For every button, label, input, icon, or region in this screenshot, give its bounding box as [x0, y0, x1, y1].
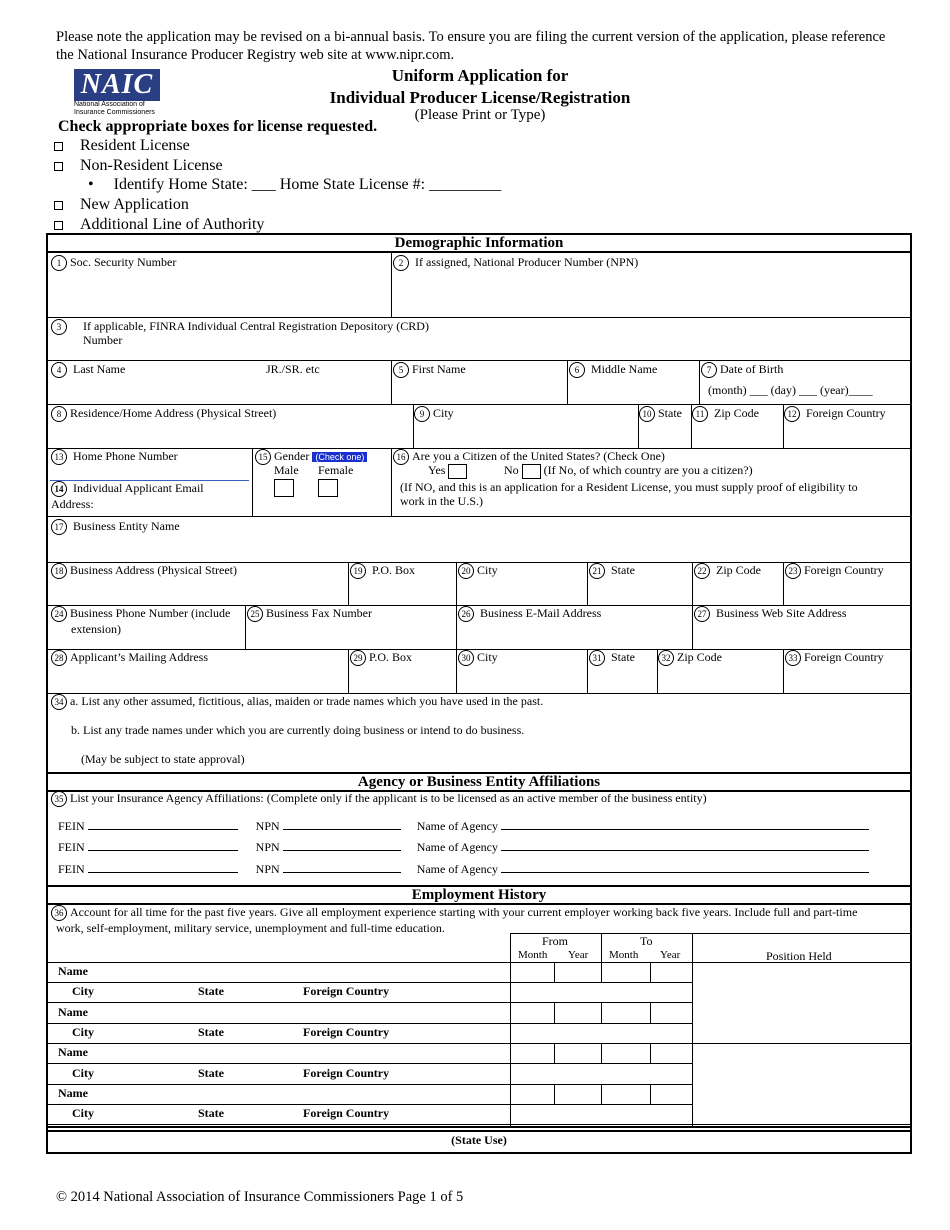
field-label-cont: Number [83, 333, 123, 347]
field-ssn[interactable] [51, 255, 176, 271]
field-number: 34 [51, 694, 67, 710]
fein-label: FEIN [58, 819, 85, 833]
field-mailing-city[interactable] [458, 650, 498, 666]
to-month-header: Month [609, 949, 639, 961]
demographic-section-header: Demographic Information [48, 235, 910, 253]
field-label-cont: Address: [51, 497, 94, 512]
field-business-state[interactable] [589, 563, 635, 579]
gender-female-label: Female [318, 463, 354, 477]
field-first-name[interactable] [393, 362, 466, 378]
npn-label: NPN [255, 819, 280, 833]
field-business-po-box[interactable] [350, 563, 415, 579]
home-state-line[interactable] [88, 176, 501, 194]
field-number: 35 [51, 791, 67, 807]
logo-line-2: Insurance Commissioners [74, 109, 155, 116]
employer-city-label[interactable]: City [72, 1066, 94, 1080]
field-number: 9 [414, 406, 430, 422]
agency-name-input[interactable] [501, 850, 869, 851]
employer-city-label[interactable]: City [72, 1025, 94, 1039]
field-number: 10 [639, 406, 655, 422]
field-number: 25 [247, 606, 263, 622]
trade-names-label: b. List any trade names under which you are currently doing business or intend to do business. [71, 723, 525, 737]
field-number: 20 [458, 563, 474, 579]
resident-license-option[interactable] [54, 137, 190, 155]
grid-line [48, 1002, 692, 1003]
field-number: 7 [701, 362, 717, 378]
date-cell-divider [650, 1003, 651, 1023]
additional-loa-label: Additional Line of Authority [80, 216, 265, 233]
field-number: 19 [350, 563, 366, 579]
date-cell-divider [601, 1003, 602, 1023]
field-number: 27 [694, 606, 710, 622]
field-label: Last Name [73, 362, 126, 376]
position-held-header: Position Held [766, 949, 832, 963]
new-application-label: New Application [80, 196, 189, 213]
from-year-header: Year [568, 949, 589, 961]
field-label: City [477, 563, 498, 577]
nonresident-license-option[interactable] [54, 157, 223, 175]
field-number: 32 [658, 650, 674, 666]
field-label: Business Entity Name [73, 519, 180, 533]
field-label: Applicant’s Mailing Address [70, 650, 208, 664]
state-use-box: (State Use) [46, 1126, 912, 1154]
field-label-cont: extension) [71, 622, 121, 637]
field-mailing-foreign-country[interactable] [785, 650, 884, 666]
field-label: Foreign Country [806, 406, 886, 420]
state-approval-note: (May be subject to state approval) [81, 752, 245, 766]
field-agency-affiliations[interactable] [51, 791, 707, 807]
form-title [250, 65, 710, 109]
field-label: Zip Code [714, 406, 759, 420]
date-cell-divider [601, 1084, 602, 1104]
field-email[interactable] [51, 481, 204, 511]
revision-notice: Please note the application may be revised on a bi-annual basis. To ensure you are filing the current version of the application, please reference the National Insurance Producer Registry web site at www.nipr.com. [56, 29, 886, 63]
grid-line [48, 1084, 692, 1085]
agency-row[interactable] [58, 840, 869, 854]
page-footer: © 2014 National Association of Insurance Commissioners Page 1 of 5 [56, 1189, 464, 1205]
field-label: Date of Birth [720, 362, 784, 376]
yes-label: Yes [428, 463, 446, 477]
npn-label: NPN [255, 862, 280, 876]
field-label: Foreign Country [804, 563, 884, 577]
divider [567, 360, 568, 404]
field-label: Foreign Country [804, 650, 884, 664]
grid-line [48, 1043, 692, 1044]
field-number: 24 [51, 606, 67, 622]
field-employment-history [51, 905, 903, 935]
field-home-phone[interactable] [51, 449, 178, 465]
grid-line [48, 962, 692, 963]
divider [587, 562, 588, 605]
npn-input[interactable] [283, 829, 401, 830]
field-label: State [611, 650, 635, 664]
application-form [46, 233, 912, 1132]
field-label: Business Web Site Address [716, 606, 847, 620]
field-label: Account for all time for the past five years. Give all employment experience starting with your current employer working back five years. Include full and part-time [70, 905, 858, 919]
fein-label: FEIN [58, 862, 85, 876]
field-label: City [433, 406, 454, 420]
field-label: Are you a Citizen of the United States? (Check One) [412, 449, 665, 463]
field-number: 4 [51, 362, 67, 378]
field-number: 26 [458, 606, 474, 622]
agency-name-input[interactable] [501, 872, 869, 873]
grid-line [48, 1063, 692, 1064]
field-number: 5 [393, 362, 409, 378]
citizenship-note [400, 480, 858, 508]
grid-line [48, 1023, 692, 1024]
field-npn[interactable] [393, 255, 638, 271]
field-label: P.O. Box [372, 563, 416, 577]
resident-license-checkbox[interactable] [54, 142, 63, 151]
divider [692, 562, 693, 605]
naic-logo [74, 69, 164, 119]
field-label: If assigned, National Producer Number (NPN) [415, 255, 639, 269]
divider [783, 562, 784, 605]
if-no-note: (If No, of which country are you a citizen?) [543, 463, 753, 477]
employer-city-label[interactable]: City [72, 984, 94, 998]
field-last-name[interactable] [51, 362, 125, 378]
nonresident-license-checkbox[interactable] [54, 162, 63, 171]
employer-foreign-country-label[interactable]: Foreign Country [303, 1106, 390, 1120]
employment-section-header: Employment History [48, 885, 910, 905]
fein-label: FEIN [58, 840, 85, 854]
resident-license-label: Resident License [80, 137, 190, 154]
home-state-label: Identify Home State: ___ Home State License #: _________ [113, 176, 502, 193]
field-business-address[interactable] [51, 563, 237, 579]
field-number: 6 [569, 362, 585, 378]
form-subtitle: (Please Print or Type) [414, 107, 546, 123]
divider [783, 649, 784, 693]
field-mailing-zip[interactable] [658, 650, 722, 666]
date-cell-divider [601, 962, 602, 982]
field-mailing-address[interactable] [51, 650, 208, 666]
field-business-email[interactable] [458, 606, 601, 622]
field-number: 11 [692, 406, 708, 422]
field-suffix-label: JR./SR. etc [266, 362, 320, 376]
field-business-foreign-country[interactable] [785, 563, 884, 579]
field-number: 8 [51, 406, 67, 422]
fein-input[interactable] [88, 872, 238, 873]
field-label: State [658, 406, 682, 420]
agency-section-header: Agency or Business Entity Affiliations [48, 772, 910, 792]
fein-input[interactable] [88, 850, 238, 851]
date-cell-divider [554, 1003, 555, 1023]
divider [456, 649, 457, 693]
naic-logo-mark: NAIC [74, 69, 160, 101]
field-number: 23 [785, 563, 801, 579]
field-business-phone[interactable] [51, 606, 230, 636]
date-cell-divider [554, 1043, 555, 1063]
npn-label: NPN [255, 840, 280, 854]
field-label: Middle Name [591, 362, 658, 376]
check-boxes-heading: Check appropriate boxes for license requested. [58, 118, 378, 135]
divider [391, 360, 392, 404]
divider [699, 360, 700, 404]
field-business-website[interactable] [694, 606, 846, 622]
field-number: 3 [51, 319, 67, 335]
field-state[interactable] [639, 406, 682, 422]
field-number: 36 [51, 905, 67, 921]
employer-foreign-country-label[interactable]: Foreign Country [303, 1066, 390, 1080]
new-application-option[interactable] [54, 196, 189, 214]
field-foreign-country[interactable] [784, 406, 886, 422]
grid-line [692, 1043, 910, 1044]
note-line-2: work in the U.S.) [400, 494, 483, 508]
field-label: If applicable, FINRA Individual Central Registration Depository (CRD) [83, 319, 429, 333]
field-middle-name[interactable] [569, 362, 657, 378]
agency-name-label: Name of Agency [416, 840, 498, 854]
agency-name-input[interactable] [501, 829, 869, 830]
divider [245, 605, 246, 649]
field-number: 2 [393, 255, 409, 271]
field-number: 1 [51, 255, 67, 271]
new-application-checkbox[interactable] [54, 201, 63, 210]
citizen-yes[interactable] [428, 463, 467, 479]
nonresident-license-label: Non-Resident License [80, 157, 223, 174]
to-header: To [640, 934, 653, 948]
employer-foreign-country-label[interactable]: Foreign Country [303, 984, 390, 998]
gender-female-checkbox[interactable] [318, 479, 338, 497]
divider [252, 448, 253, 516]
field-label: Business Address (Physical Street) [70, 563, 237, 577]
fein-input[interactable] [88, 829, 238, 830]
grid-line [692, 962, 910, 963]
field-label-cont: work, self-employment, military service, unemployment and full-time education. [56, 921, 445, 936]
from-month-header: Month [518, 949, 548, 961]
date-cell-divider [650, 1043, 651, 1063]
bullet-icon: • [88, 176, 110, 193]
field-number: 22 [694, 563, 710, 579]
divider [48, 404, 910, 405]
grid-line [48, 982, 692, 983]
agency-name-label: Name of Agency [416, 819, 498, 833]
field-other-names[interactable] [51, 694, 543, 710]
employer-state-label[interactable]: State [198, 1106, 224, 1120]
npn-input[interactable] [283, 872, 401, 873]
field-dob[interactable] [701, 362, 783, 378]
dob-format: (month) ___ (day) ___ (year)____ [708, 383, 873, 397]
no-checkbox[interactable] [522, 464, 541, 479]
field-number: 33 [785, 650, 801, 666]
employer-name-label[interactable]: Name [58, 1086, 88, 1100]
employer-state-label[interactable]: State [198, 984, 224, 998]
date-cell-divider [650, 1084, 651, 1104]
divider [48, 317, 910, 318]
field-business-zip[interactable] [694, 563, 761, 579]
field-number: 18 [51, 563, 67, 579]
field-label: Home Phone Number [73, 449, 178, 463]
employer-name-label[interactable]: Name [58, 964, 88, 978]
title-line-1: Uniform Application for [391, 66, 569, 85]
divider [391, 448, 392, 516]
field-number: 30 [458, 650, 474, 666]
field-label: Individual Applicant Email [73, 481, 204, 495]
grid-line [510, 933, 910, 934]
field-number: 15 [255, 449, 271, 465]
employer-state-label[interactable]: State [198, 1025, 224, 1039]
field-number: 17 [51, 519, 67, 535]
field-zip[interactable] [692, 406, 759, 422]
field-business-city[interactable] [458, 563, 498, 579]
employer-state-label[interactable]: State [198, 1066, 224, 1080]
field-label: City [477, 650, 498, 664]
field-business-fax[interactable] [247, 606, 372, 622]
field-crd[interactable] [51, 319, 429, 347]
date-cell-divider [650, 962, 651, 982]
field-label: Business E-Mail Address [480, 606, 602, 620]
grid-line [48, 1124, 692, 1125]
divider [48, 360, 910, 361]
from-header: From [542, 934, 569, 948]
grid-line [692, 1124, 910, 1125]
employer-name-label[interactable]: Name [58, 1045, 88, 1059]
divider [391, 253, 392, 317]
date-cell-divider [554, 962, 555, 982]
field-mailing-state[interactable] [589, 650, 635, 666]
employer-foreign-country-label[interactable]: Foreign Country [303, 1025, 390, 1039]
divider [348, 562, 349, 605]
field-label: a. List any other assumed, fictitious, alias, maiden or trade names which you have used in the past. [70, 694, 544, 708]
field-business-entity-name[interactable] [51, 519, 180, 535]
field-number: 16 [393, 449, 409, 465]
field-number: 14 [51, 481, 67, 497]
field-city[interactable] [414, 406, 454, 422]
date-cell-divider [601, 1043, 602, 1063]
agency-row[interactable] [58, 862, 869, 876]
field-label: Soc. Security Number [70, 255, 177, 269]
additional-loa-option[interactable] [54, 216, 264, 234]
field-label: First Name [412, 362, 466, 376]
field-label: Business Fax Number [266, 606, 372, 620]
no-label: No [504, 463, 519, 477]
field-residence-address[interactable] [51, 406, 276, 422]
field-label: State [611, 563, 635, 577]
check-one-highlight: (Check one) [312, 452, 367, 462]
divider [456, 562, 457, 605]
employer-name-label[interactable]: Name [58, 1005, 88, 1019]
logo-line-1: National Association of [74, 101, 145, 108]
divider [692, 605, 693, 649]
grid-line [48, 1104, 692, 1105]
agency-name-label: Name of Agency [416, 862, 498, 876]
npn-input[interactable] [283, 850, 401, 851]
agency-row[interactable] [58, 819, 869, 833]
field-number: 28 [51, 650, 67, 666]
employer-city-label[interactable]: City [72, 1106, 94, 1120]
date-cell-divider [554, 1084, 555, 1104]
field-mailing-po-box[interactable] [350, 650, 412, 666]
divider [587, 649, 588, 693]
field-number: 12 [784, 406, 800, 422]
field-number: 29 [350, 650, 366, 666]
note-line-1: (If NO, and this is an application for a Resident License, you must supply proof of eligibility to [400, 480, 858, 494]
to-year-header: Year [660, 949, 681, 961]
field-label: List your Insurance Agency Affiliations: (Complete only if the applicant is to be licensed as an active member of the business entity) [70, 791, 707, 805]
divider [48, 516, 910, 517]
field-number: 31 [589, 650, 605, 666]
field-number: 13 [51, 449, 67, 465]
divider [348, 649, 349, 693]
additional-loa-checkbox[interactable] [54, 221, 63, 230]
grid-line [601, 933, 602, 962]
field-label: Zip Code [716, 563, 761, 577]
gender-male-checkbox[interactable] [274, 479, 294, 497]
citizen-no[interactable] [504, 463, 753, 479]
field-label: Zip Code [677, 650, 722, 664]
title-line-2: Individual Producer License/Registration [329, 88, 631, 107]
field-label: P.O. Box [369, 650, 413, 664]
divider [456, 605, 457, 649]
field-label: Business Phone Number (include [70, 606, 231, 620]
field-label: Residence/Home Address (Physical Street) [70, 406, 277, 420]
yes-checkbox[interactable] [448, 464, 467, 479]
gender-male-label: Male [274, 463, 299, 477]
field-number: 21 [589, 563, 605, 579]
field-label: Gender [274, 449, 310, 463]
